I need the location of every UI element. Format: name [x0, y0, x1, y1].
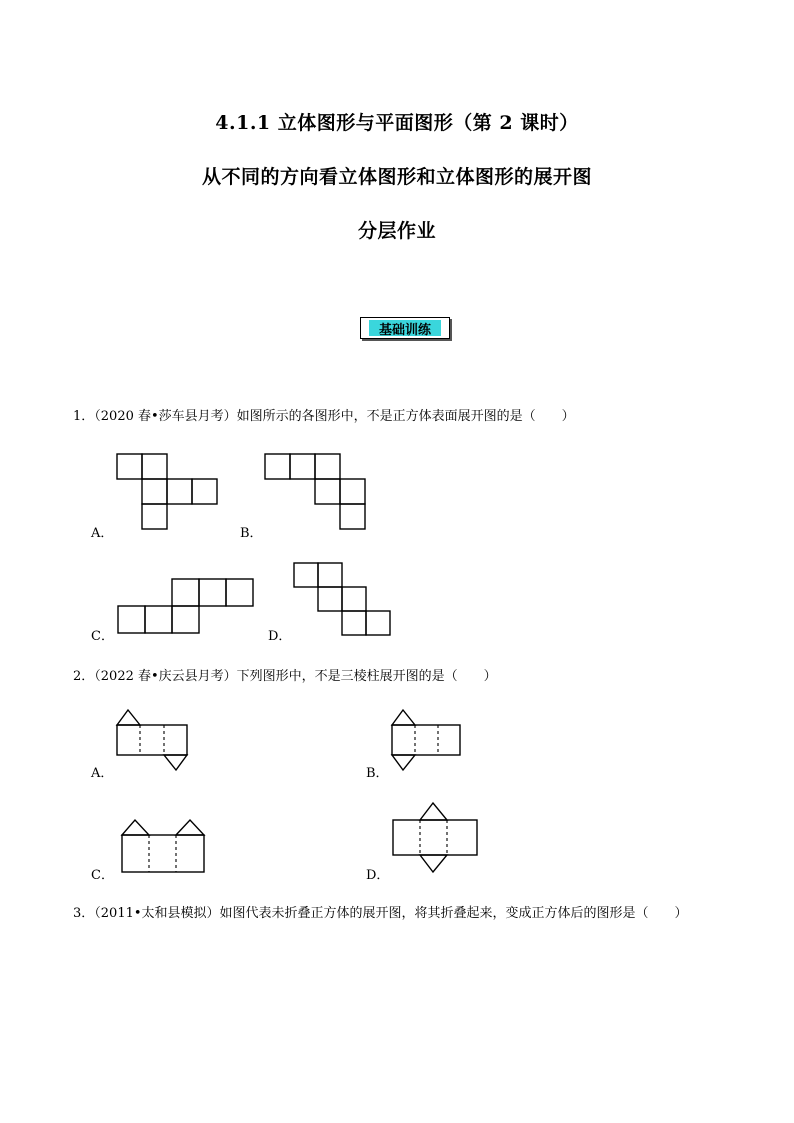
title-line-3: 分层作业 [357, 220, 436, 242]
q2-option-a: A． [91, 766, 114, 781]
title-line-1: 4.1.1 立体图形与平面图形（第 2 课时） [215, 112, 579, 134]
q2-option-b: B． [366, 766, 389, 781]
title-line-2: 从不同的方向看立体图形和立体图形的展开图 [201, 166, 592, 188]
q1-option-a: A． [91, 526, 114, 541]
question-1-text: 1．（2020 春•莎车县月考）如图所示的各图形中，不是正方体表面展开图的是（ ） [73, 409, 575, 424]
q2-option-c: C． [91, 868, 114, 883]
q1-option-c: C． [91, 629, 114, 644]
q1-option-d: D． [268, 629, 292, 644]
q1-option-b: B． [240, 526, 263, 541]
q2-option-d: D． [366, 868, 390, 883]
section-badge-label: 基础训练 [378, 323, 431, 338]
question-2-text: 2．（2022 春•庆云县月考）下列图形中，不是三棱柱展开图的是（ ） [73, 669, 497, 684]
question-3-text: 3．（2011•太和县模拟）如图代表未折叠正方体的展开图，将其折叠起来，变成正方体后的图形是（ ） [73, 906, 688, 921]
